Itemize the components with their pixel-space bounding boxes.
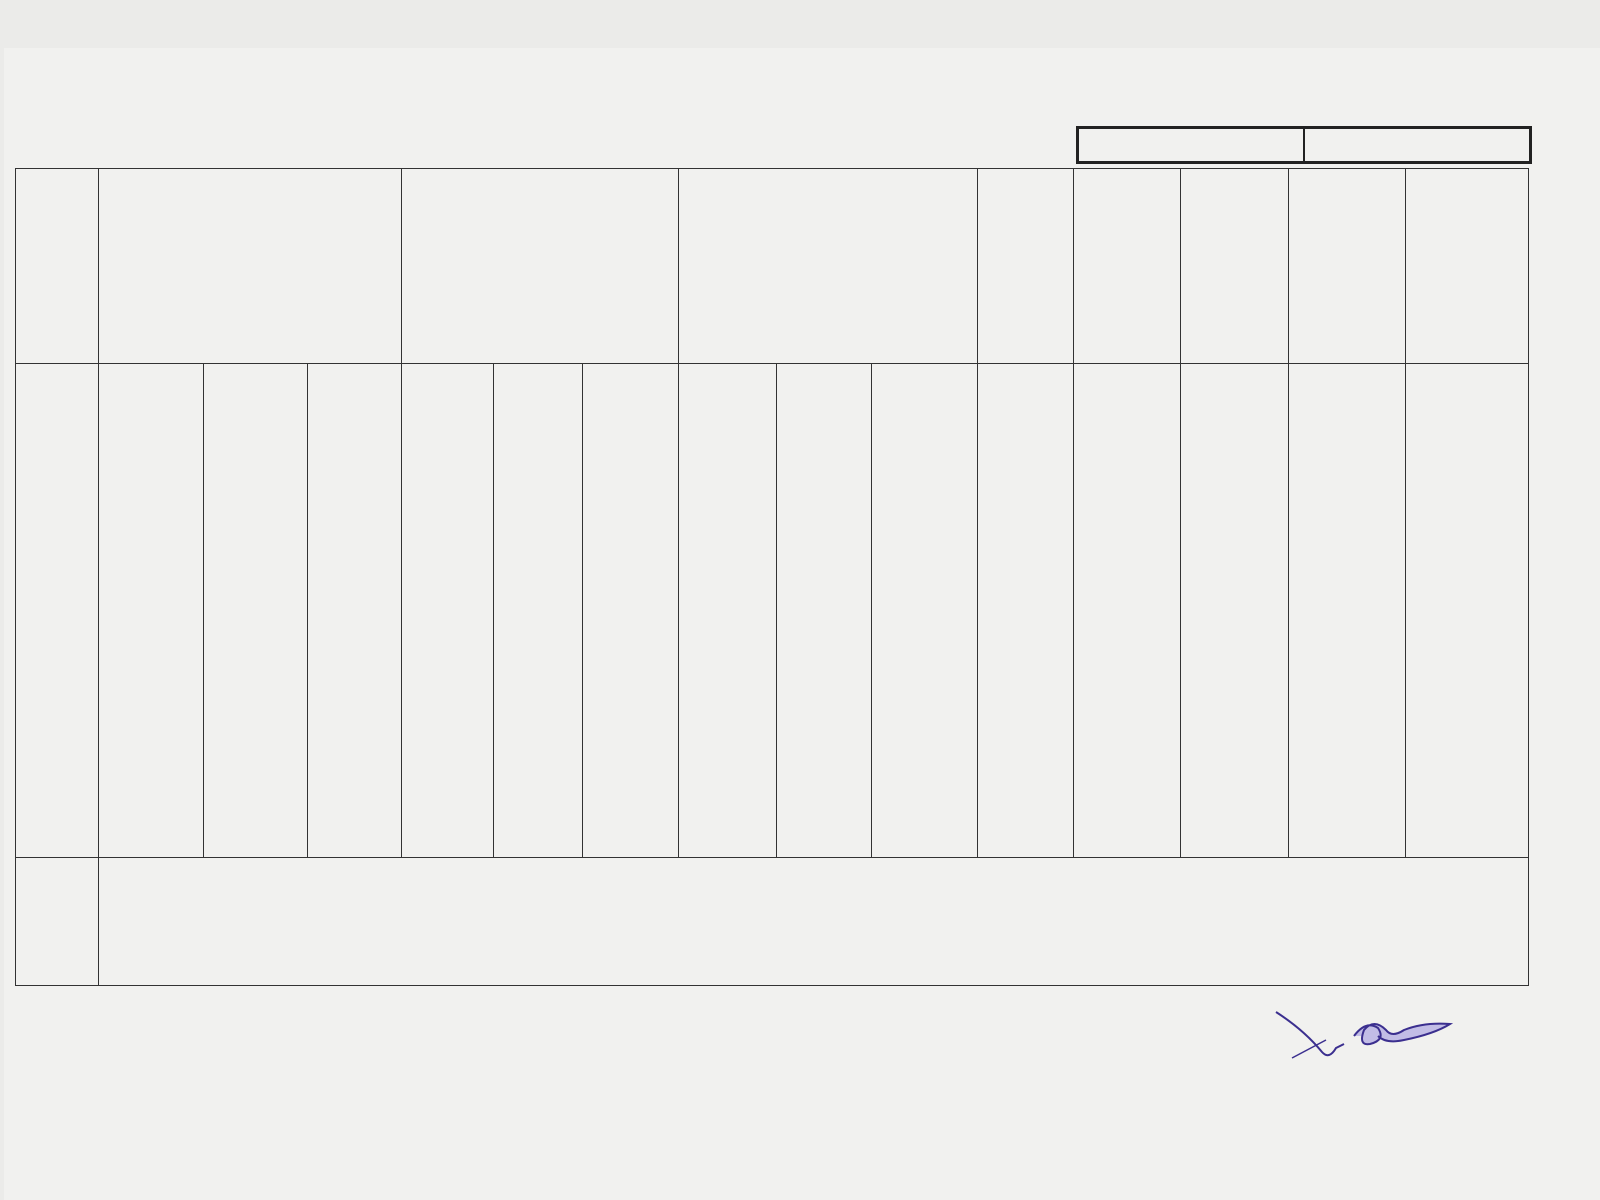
section-header: [1405, 363, 1528, 858]
group-ten-padma: [1288, 169, 1405, 364]
section-header: [776, 363, 872, 858]
section-header: [583, 363, 679, 858]
group-class-seven: [402, 169, 679, 364]
corner-cell: [16, 169, 99, 364]
grade-nine-label: [1079, 129, 1303, 161]
section-header: [1288, 363, 1405, 858]
group-ten-meghna: [1405, 169, 1528, 364]
section-header: [204, 363, 308, 858]
group-class-eight: [678, 169, 977, 364]
tiffin-time: [16, 858, 99, 986]
group-period: [977, 169, 1074, 364]
group-class-six: [99, 169, 402, 364]
tiffin-row: [16, 858, 1529, 986]
section-header: [307, 363, 402, 858]
grade-ten-label: [1303, 129, 1529, 161]
routine-sheet: [4, 48, 1600, 1200]
section-header: [99, 363, 204, 858]
routine-table: [15, 168, 1529, 986]
period-header: [16, 363, 99, 858]
section-header: [1074, 363, 1181, 858]
section-header: [977, 363, 1074, 858]
tiffin-text: [99, 858, 1529, 986]
section-header: [493, 363, 582, 858]
headmaster-signature: [1274, 1000, 1464, 1070]
group-nine-padma: [1074, 169, 1181, 364]
section-header: [872, 363, 978, 858]
section-header: [678, 363, 776, 858]
grade-box: [1076, 126, 1532, 164]
section-header: [1181, 363, 1289, 858]
group-nine-meghna: [1181, 169, 1289, 364]
group-header-row: [16, 169, 1529, 364]
section-header-row: [16, 363, 1529, 858]
section-header: [402, 363, 494, 858]
